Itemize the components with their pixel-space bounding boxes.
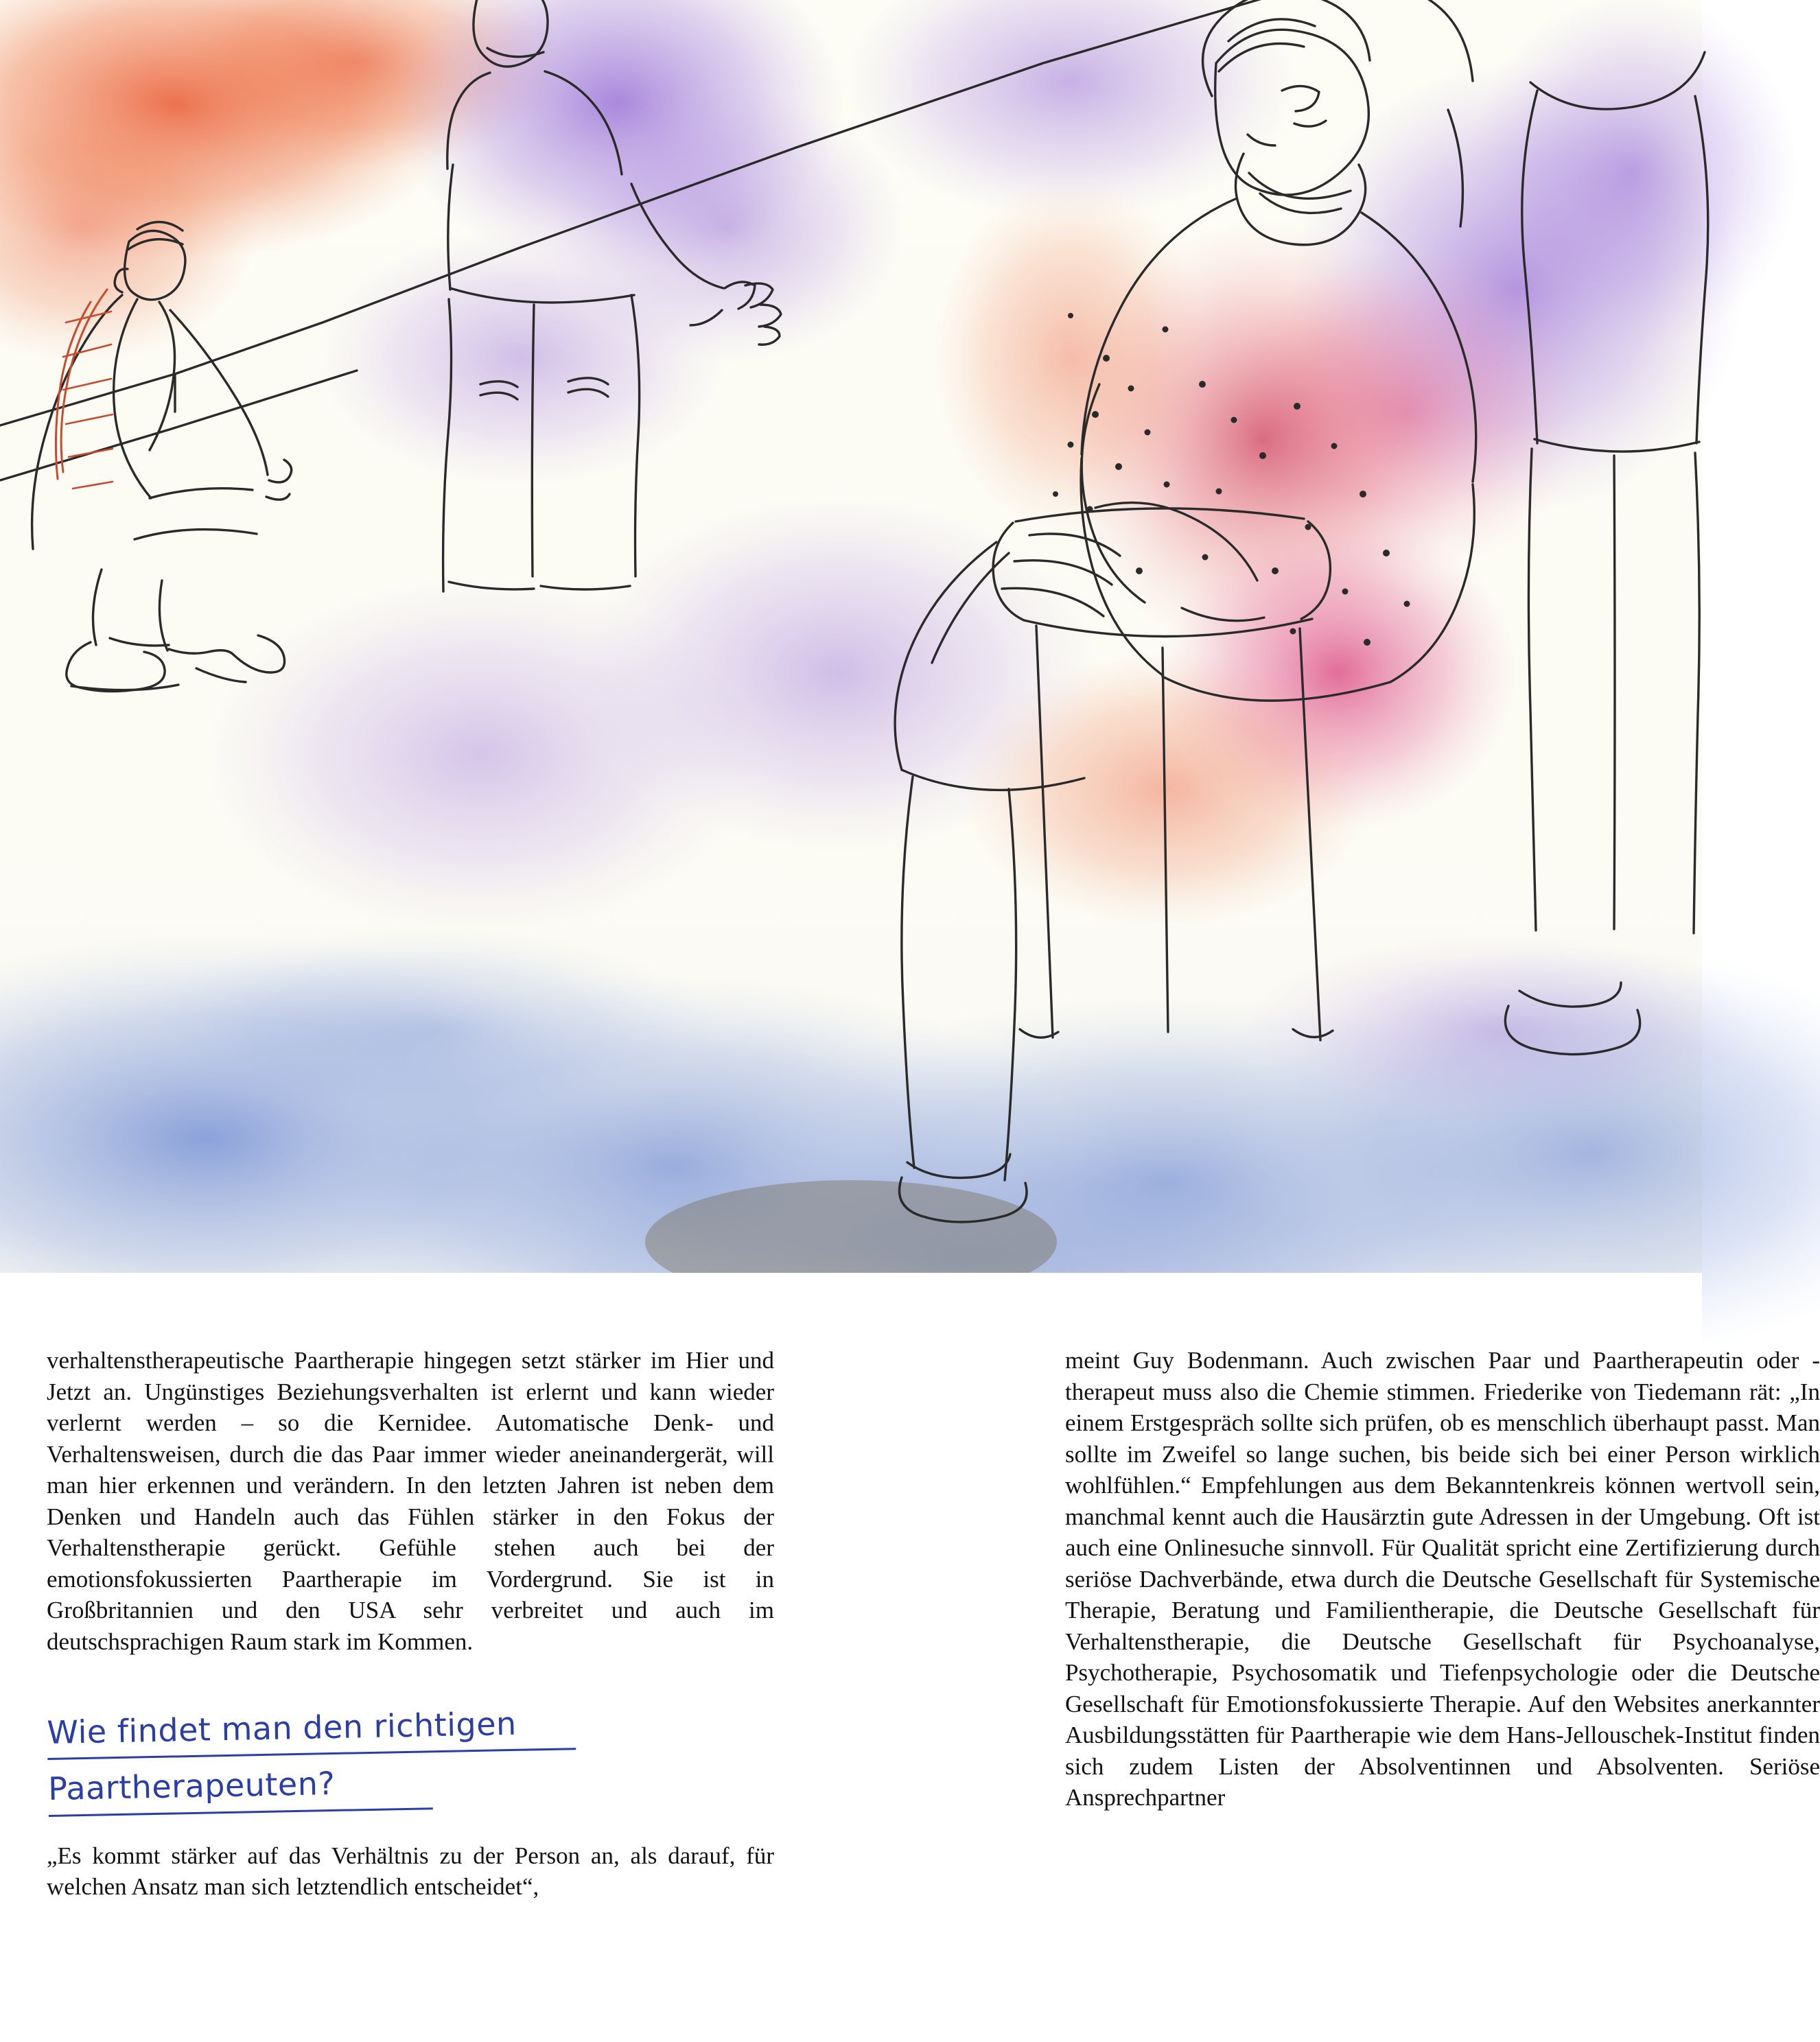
paragraph-left-1: verhaltenstherapeutische Paartherapie hingegen setzt stärker im Hier und Jetzt an. Ungünstiges Beziehungsverhalten ist erlernt und kann wieder verlernt werden – so die Kernidee. Automatische Denk- und Verhaltensweisen, durch die das Paar immer wieder aneinandergerät, will man hier erkennen und verändern. In den letzten Jahren ist neben dem Denken und Handeln auch das Fühlen stärker in den Fokus der Verhaltenstherapie gerückt. Gefühle stehen auch bei der emotionsfokussierten Paartherapie im Vordergrund. Sie ist in Großbritannien und den USA sehr verbreitet und auch im deutschsprachigen Raum stark im Kommen. <box>47 1347 774 1655</box>
text-column-right <box>1065 1345 1820 1814</box>
handwritten-section-heading <box>47 1698 742 1817</box>
heading-line-2: Paartherapeuten? <box>48 1760 433 1817</box>
paragraph-left-2: „Es kommt stärker auf das Verhältnis zu der Person an, als darauf, für welchen Ansatz man sich letztendlich entscheidet“, <box>47 1842 774 1901</box>
heading-line-1: Wie findet man den richtigen <box>47 1700 576 1760</box>
article-text-area <box>0 1273 1820 2042</box>
text-column-left <box>47 1345 774 1903</box>
paragraph-right-1: meint Guy Bodenmann. Auch zwischen Paar und Paartherapeutin oder -therapeut muss also die Chemie stimmen. Friederike von Tiedemann rät: „In einem Erstgespräch sollte sich prüfen, ob es menschlich überhaupt passt. Man sollte im Zweifel so lange suchen, bis beide sich bei einer Person wirklich wohlfühlen.“ Empfehlungen aus dem Bekanntenkreis können wertvoll sein, manchmal kennt auch die Hausärztin gute Adressen in der Umgebung. Oft ist auch eine Onlinesuche sinnvoll. Für Qualität spricht eine Zertifizierung durch seriöse Dachverbände, etwa durch die Deutsche Gesellschaft für Systemische Therapie, Beratung und Familientherapie, die Deutsche Gesellschaft für Verhaltenstherapie, die Deutsche Gesellschaft für Psychoanalyse, Psychotherapie, Psychosomatik und Tiefenpsychologie oder die Deutsche Gesellschaft für Emotionsfokussierte Therapie. Auf den Websites anerkannter Ausbildungsstätten für Paartherapie wie dem Hans-Jellouschek-Institut finden sich zudem Listen der Absolventinnen und Absolventen. Seriöse Ansprechpartner <box>1065 1347 1820 1811</box>
